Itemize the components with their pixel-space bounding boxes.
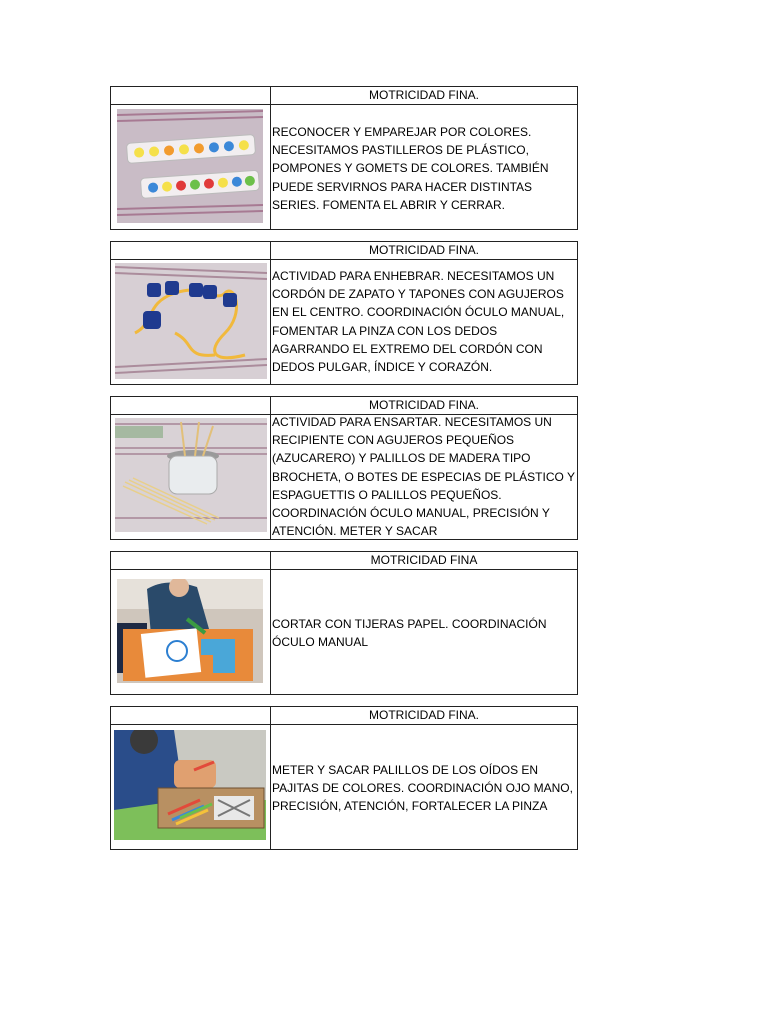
header-empty-cell (111, 242, 271, 259)
card-header (111, 87, 577, 105)
activity-card (110, 86, 578, 230)
photo-cell (111, 105, 271, 229)
activity-photo-threading (115, 263, 267, 379)
card-description: ACTIVIDAD PARA ENHEBRAR. NECESITAMOS UN CORDÓN DE ZAPATO Y TAPONES CON AGUJEROS EN EL CENTRO. COORDINACIÓN ÓCULO MANUAL, FOMENTAR LA PINZA CON LOS DEDOS AGARRANDO EL EXTREMO DEL CORDÓN CON DEDOS PULGAR, ÍNDICE Y CORAZÓN. (272, 269, 565, 375)
card-description: METER Y SACAR PALILLOS DE LOS OÍDOS EN PAJITAS DE COLORES. COORDINACIÓN OJO MANO, PRECISIÓN, ATENCIÓN, FORTALECER LA PINZA (272, 763, 573, 814)
photo-cell (111, 725, 271, 849)
header-empty-cell (111, 397, 271, 414)
activity-card (110, 396, 578, 540)
card-title: MOTRICIDAD FINA. (369, 398, 479, 412)
card-header (111, 552, 577, 570)
activity-card (110, 551, 578, 695)
card-title: MOTRICIDAD FINA. (369, 708, 479, 722)
header-empty-cell (111, 707, 271, 724)
card-title: MOTRICIDAD FINA (370, 553, 478, 567)
card-title: MOTRICIDAD FINA. (369, 88, 479, 102)
card-description: ACTIVIDAD PARA ENSARTAR. NECESITAMOS UN RECIPIENTE CON AGUJEROS PEQUEÑOS (AZUCARERO) Y PALILLOS DE MADERA TIPO BROCHETA, O BOTES DE ESPECIAS DE PLÁSTICO Y ESPAGUETTIS O PALILLOS PEQUEÑOS. COORDINACIÓN ÓCULO MANUAL, PRECISIÓN Y ATENCIÓN. METER Y SACAR (272, 415, 575, 539)
header-empty-cell (111, 552, 271, 569)
activity-photo-cutting-paper (117, 579, 263, 683)
card-header (111, 242, 577, 260)
activity-photo-pill-organizer (117, 109, 263, 223)
card-description: RECONOCER Y EMPAREJAR POR COLORES. NECESITAMOS PASTILLEROS DE PLÁSTICO, POMPONES Y GOMETS DE COLORES. TAMBIÉN PUEDE SERVIRNOS PARA HACER DISTINTAS SERIES. FOMENTA EL ABRIR Y CERRAR. (272, 125, 549, 212)
activity-photo-straws-cotton-swabs (114, 730, 266, 840)
photo-cell (111, 260, 271, 384)
activity-card (110, 706, 578, 850)
activity-photo-skewers-jar (115, 418, 267, 532)
card-header (111, 707, 577, 725)
card-title: MOTRICIDAD FINA. (369, 243, 479, 257)
header-empty-cell (111, 87, 271, 104)
photo-cell (111, 415, 271, 539)
photo-cell (111, 570, 271, 694)
card-description: CORTAR CON TIJERAS PAPEL. COORDINACIÓN ÓCULO MANUAL (272, 617, 547, 650)
activity-card (110, 241, 578, 385)
